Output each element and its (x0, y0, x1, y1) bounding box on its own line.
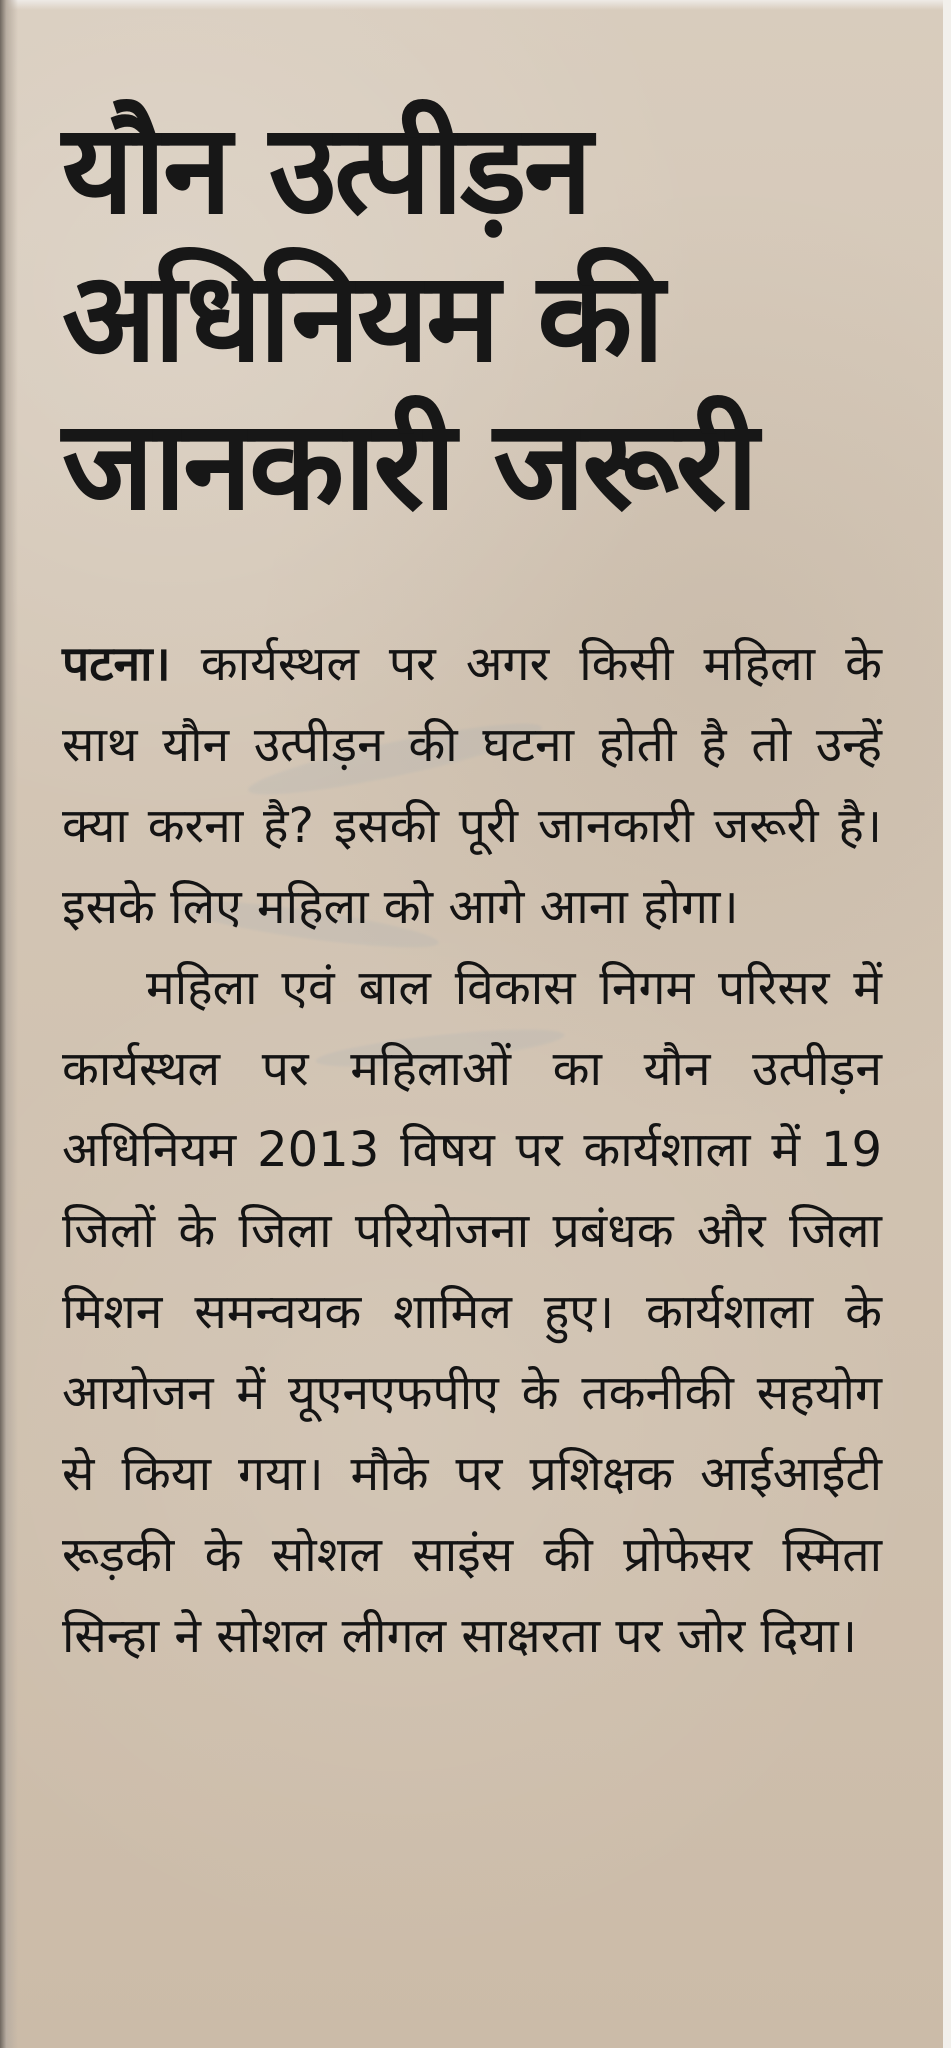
right-paper-edge (943, 0, 951, 2048)
dateline: पटना। (62, 636, 171, 692)
left-paper-shadow (0, 0, 18, 2048)
paragraph-text: महिला एवं बाल विकास निगम परिसर में कार्यस्थल पर महिलाओं का यौन उत्पीड़न अधिनियम 2013 विषय पर कार्यशाला में 19 जिलों के जिला परियोजना प्रबंधक और जिला मिशन समन्वयक शामिल हुए। कार्यशाला के आयोजन में यूएनएफपीए के तकनीकी सहयोग से किया गया। मौके पर प्रशिक्षक आईआईटी रूड़की के सोशल साइंस की प्रोफेसर स्मिता सिन्हा ने सोशल लीगल साक्षरता पर जोर दिया। (62, 960, 882, 1664)
headline-line: अधिनियम की (62, 245, 662, 390)
article-body (62, 624, 882, 1677)
news-article (62, 97, 882, 1677)
headline-line: यौन उत्पीड़न (62, 97, 590, 242)
paragraph (62, 948, 882, 1677)
paragraph (62, 624, 882, 948)
paragraph-text: कार्यस्थल पर अगर किसी महिला के साथ यौन उत्पीड़न की घटना होती है तो उन्हें क्या करना है? इसकी पूरी जानकारी जरूरी है। इसके लिए महिला को आगे आना होगा। (62, 636, 882, 935)
headline (62, 97, 882, 538)
top-paper-edge (0, 0, 951, 10)
headline-line: जानकारी जरूरी (62, 393, 756, 538)
